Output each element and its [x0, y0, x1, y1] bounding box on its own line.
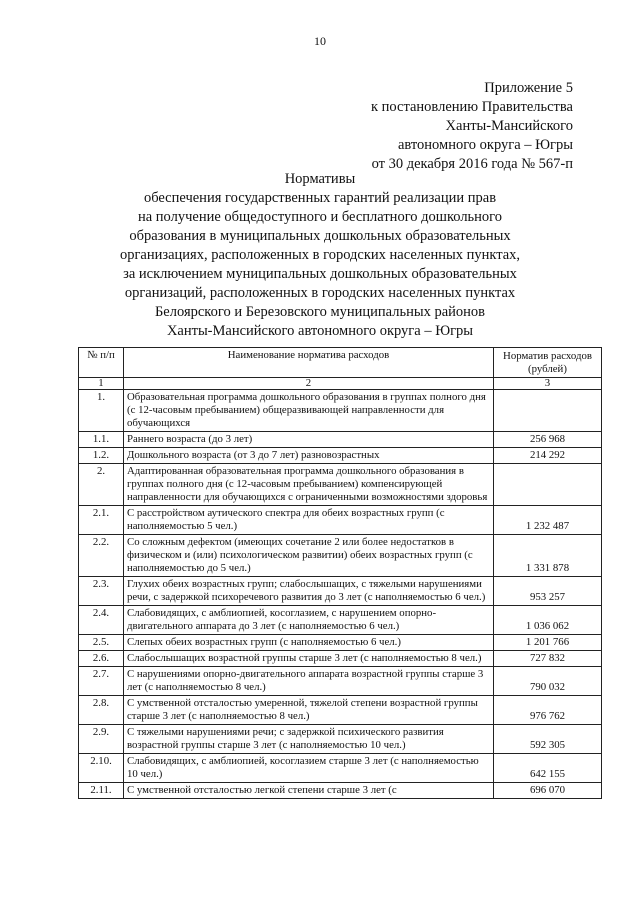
table-row [79, 635, 602, 651]
row-value: 592 305 [494, 725, 602, 754]
table-row [79, 577, 602, 606]
row-name: Образовательная программа дошкольного образования в группах полного дня (с 12-часовым пребыванием) общеразвивающей направленности для обучающихся [124, 390, 494, 432]
row-value: 642 155 [494, 754, 602, 783]
title-line: организаций, расположенных в городских населенных пунктах [124, 285, 516, 301]
document-title [0, 170, 640, 341]
row-value: 696 070 [494, 783, 602, 799]
table-row [79, 696, 602, 725]
row-value: 727 832 [494, 651, 602, 667]
row-value: 953 257 [494, 577, 602, 606]
row-name: Раннего возраста (до 3 лет) [124, 432, 494, 448]
table-row [79, 432, 602, 448]
row-value: 1 201 766 [494, 635, 602, 651]
row-name: С расстройством аутического спектра для обеих возрастных групп (с наполняемостью 5 чел.) [124, 506, 494, 535]
row-name: Адаптированная образовательная программа дошкольного образования в группах полного дня (с 12-часовым пребыванием) компенсирующей направленности для обучающихся с ограниченными возможностями здоровья [124, 464, 494, 506]
title-line: обеспечения государственных гарантий реализации прав [143, 190, 497, 206]
table-row [79, 725, 602, 754]
title-line: Ханты-Мансийского автономного округа – Югры [166, 323, 474, 339]
table-row [79, 506, 602, 535]
norms-table [78, 347, 602, 799]
title-line: Нормативы [284, 171, 356, 187]
header-num: № п/п [79, 348, 124, 378]
header-name: Наименование норматива расходов [124, 348, 494, 378]
table-header-row [79, 348, 602, 378]
row-name: С умственной отсталостью умеренной, тяжелой степени возрастной группы старше 3 лет (с наполняемостью 8 чел.) [124, 696, 494, 725]
title-line: образования в муниципальных дошкольных образовательных [129, 228, 511, 244]
row-name: Слабослышащих возрастной группы старше 3 лет (с наполняемостью 8 чел.) [124, 651, 494, 667]
appendix-line: автономного округа – Югры [397, 137, 573, 153]
table-row [79, 667, 602, 696]
table-row [79, 390, 602, 432]
row-value [494, 464, 602, 506]
column-number: 1 [79, 378, 124, 390]
row-name: Дошкольного возраста (от 3 до 7 лет) разновозрастных [124, 448, 494, 464]
header-value: Норматив расходов (рублей) [494, 348, 602, 378]
table-row [79, 783, 602, 799]
appendix-line: Ханты-Мансийского [445, 118, 573, 134]
table-row [79, 606, 602, 635]
row-value: 256 968 [494, 432, 602, 448]
column-number-row [79, 378, 602, 390]
row-value: 790 032 [494, 667, 602, 696]
appendix-block [273, 79, 573, 174]
appendix-line: к постановлению Правительства [371, 99, 573, 115]
table-row [79, 754, 602, 783]
row-number: 2.4. [79, 606, 124, 635]
title-line: на получение общедоступного и бесплатного дошкольного [137, 209, 503, 225]
row-value: 1 232 487 [494, 506, 602, 535]
appendix-line: Приложение 5 [484, 80, 573, 96]
title-line: организациях, расположенных в городских населенных пунктах, [119, 247, 521, 263]
row-number: 2.9. [79, 725, 124, 754]
table-row [79, 651, 602, 667]
row-number: 2. [79, 464, 124, 506]
row-number: 2.8. [79, 696, 124, 725]
row-number: 2.3. [79, 577, 124, 606]
row-name: Слабовидящих, с амблиопией, косоглазием старше 3 лет (с наполняемостью 10 чел.) [124, 754, 494, 783]
row-number: 1. [79, 390, 124, 432]
row-number: 2.10. [79, 754, 124, 783]
row-number: 2.11. [79, 783, 124, 799]
row-name: С умственной отсталостью легкой степени старше 3 лет (с [124, 783, 494, 799]
table-row [79, 464, 602, 506]
title-line: Белоярского и Березовского муниципальных районов [154, 304, 486, 320]
row-name: Слепых обеих возрастных групп (с наполняемостью 6 чел.) [124, 635, 494, 651]
row-number: 1.2. [79, 448, 124, 464]
row-number: 2.1. [79, 506, 124, 535]
row-name: С нарушениями опорно-двигательного аппарата возрастной группы старше 3 лет (с наполняемостью 8 чел.) [124, 667, 494, 696]
row-value [494, 390, 602, 432]
row-number: 2.7. [79, 667, 124, 696]
appendix-line: от 30 декабря 2016 года № 567-п [371, 156, 573, 172]
row-number: 2.6. [79, 651, 124, 667]
row-number: 1.1. [79, 432, 124, 448]
table-row [79, 448, 602, 464]
page-number: 10 [314, 34, 326, 48]
row-value: 1 331 878 [494, 535, 602, 577]
title-line: за исключением муниципальных дошкольных образовательных [123, 266, 517, 282]
row-value: 976 762 [494, 696, 602, 725]
row-name: Со сложным дефектом (имеющих сочетание 2 или более недостатков в физическом и (или) психологическом развитии) обеих возрастных групп (с наполняемостью до 5 чел.) [124, 535, 494, 577]
row-value: 214 292 [494, 448, 602, 464]
column-number: 3 [494, 378, 602, 390]
row-number: 2.2. [79, 535, 124, 577]
row-name: С тяжелыми нарушениями речи; с задержкой психического развития возрастной группы старше 3 лет (с наполняемостью 10 чел.) [124, 725, 494, 754]
row-name: Глухих обеих возрастных групп; слабослышащих, с тяжелыми нарушениями речи, с задержкой психоречевого развития до 3 лет (с наполняемостью 6 чел.) [124, 577, 494, 606]
table-row [79, 535, 602, 577]
column-number: 2 [124, 378, 494, 390]
row-value: 1 036 062 [494, 606, 602, 635]
row-name: Слабовидящих, с амблиопией, косоглазием, с нарушением опорно-двигательного аппарата до 3 лет (с наполняемостью 6 чел.) [124, 606, 494, 635]
row-number: 2.5. [79, 635, 124, 651]
